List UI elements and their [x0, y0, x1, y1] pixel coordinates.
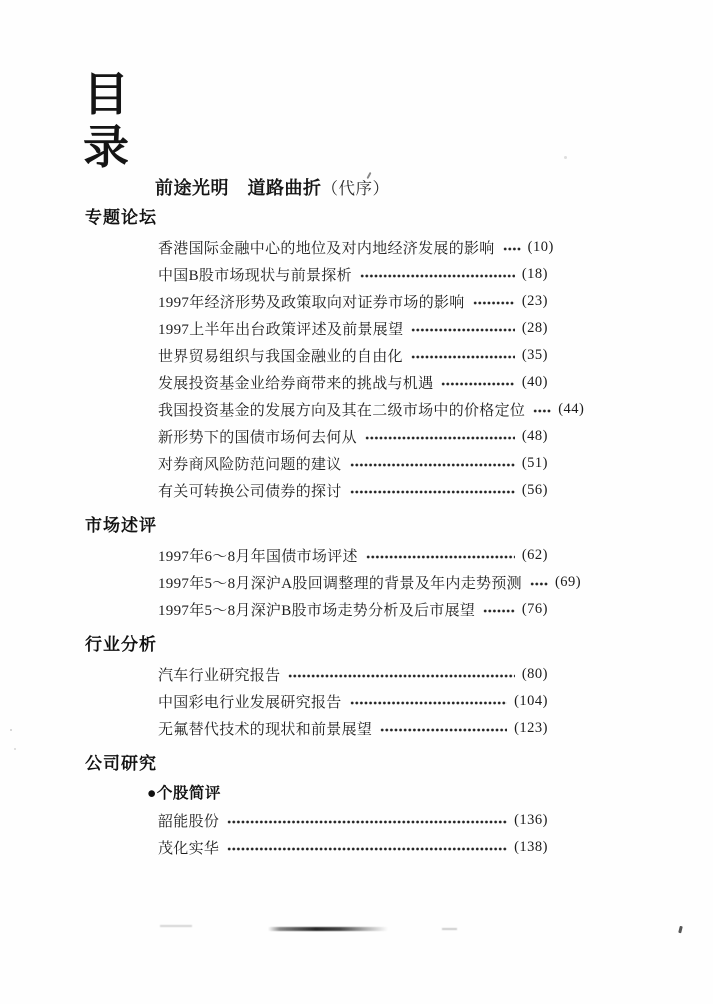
entry-page-number: (69) [554, 574, 582, 590]
entry-title: 世界贸易组织与我国金融业的自由化 [158, 349, 403, 365]
entry-page-number: (123) [514, 720, 548, 736]
entry-title: 新形势下的国债市场何去何从 [158, 430, 357, 446]
toc-entry [85, 834, 548, 861]
scan-artifact-speck [564, 156, 567, 159]
dot-leader [441, 378, 514, 390]
toc-entry [85, 450, 548, 477]
toc-entry [85, 477, 548, 504]
dot-leader [365, 432, 515, 444]
section-entries [85, 661, 548, 742]
dot-leader [533, 405, 551, 417]
toc-entry [85, 807, 548, 834]
entry-page-number: (138) [514, 839, 548, 855]
dot-leader [360, 270, 515, 282]
entry-title: 韶能股份 [158, 814, 220, 830]
section-heading: 市场述评 [85, 516, 157, 535]
toc-entry [85, 596, 548, 623]
entry-page-number: (28) [521, 320, 548, 336]
entry-title: 发展投资基金业给券商带来的挑战与机遇 [158, 376, 434, 392]
toc-entry [85, 688, 548, 715]
section-industry-analysis [85, 631, 548, 742]
entry-page-number: (23) [521, 293, 548, 309]
page-title [82, 68, 130, 174]
title-char-lu: 录 [83, 122, 129, 173]
toc-entry [85, 261, 548, 288]
scan-artifact-speck [14, 748, 16, 750]
entry-title: 对券商风险防范问题的建议 [158, 457, 342, 473]
entry-title: 茂化实华 [158, 841, 220, 857]
scan-artifact-smudge [268, 927, 388, 931]
dot-leader [530, 578, 548, 590]
section-special-topics [85, 204, 585, 504]
dot-leader [350, 459, 515, 471]
entry-page-number: (136) [514, 812, 548, 828]
entry-title: 中国B股市场现状与前景探析 [158, 268, 352, 284]
entry-page-number: (80) [521, 666, 548, 682]
dot-leader [350, 486, 515, 498]
toc-entry [85, 342, 548, 369]
bullet-subsection-heading: ●个股简评 [147, 785, 221, 802]
entry-page-number: (51) [521, 455, 548, 471]
section-heading: 行业分析 [85, 635, 157, 654]
entry-title: 中国彩电行业发展研究报告 [158, 695, 342, 711]
dot-leader [503, 243, 521, 255]
entry-title: 汽车行业研究报告 [158, 668, 281, 684]
section-heading: 专题论坛 [85, 208, 157, 227]
scan-artifact-speck [10, 729, 12, 731]
dot-leader [380, 724, 507, 736]
section-heading: 公司研究 [85, 754, 157, 773]
entry-page-number: (18) [521, 266, 548, 282]
entry-page-number: (35) [521, 347, 548, 363]
toc-entry [85, 542, 548, 569]
entry-title: 1997年5～8月深沪A股回调整理的背景及年内走势预测 [158, 576, 522, 592]
scan-artifact-tick [678, 926, 682, 933]
section-entries [85, 807, 548, 861]
section-entries [85, 234, 585, 504]
entry-title: 香港国际金融中心的地位及对内地经济发展的影响 [158, 241, 495, 257]
toc-entry [85, 661, 548, 688]
entry-page-number: (40) [521, 374, 548, 390]
scan-artifact-smudge-faint [160, 925, 192, 927]
entry-title: 无氟替代技术的现状和前景展望 [158, 722, 373, 738]
entry-title: 我国投资基金的发展方向及其在二级市场中的价格定位 [158, 403, 526, 419]
scan-artifact-smudge-faint [442, 928, 457, 930]
dot-leader [411, 324, 514, 336]
toc-entry [85, 396, 585, 423]
entry-page-number: (76) [521, 601, 548, 617]
dot-leader [227, 816, 507, 828]
entry-title: 有关可转换公司债券的探讨 [158, 484, 342, 500]
entry-title: 1997年6～8月年国债市场评述 [158, 549, 358, 565]
dot-leader [411, 351, 515, 363]
entry-page-number: (104) [514, 693, 548, 709]
entry-title: 1997年经济形势及政策取向对证券市场的影响 [158, 295, 465, 311]
dot-leader [473, 297, 515, 309]
entry-page-number: (62) [521, 547, 548, 563]
entry-title: 1997上半年出台政策评述及前景展望 [158, 322, 404, 338]
entry-page-number: (44) [558, 401, 585, 417]
preface-line [155, 174, 390, 200]
dot-leader [288, 670, 514, 682]
entry-title: 1997年5～8月深沪B股市场走势分析及后市展望 [158, 603, 476, 619]
section-market-review [85, 512, 582, 623]
dot-leader [227, 843, 507, 855]
dot-leader [366, 551, 515, 563]
dot-leader [350, 697, 507, 709]
entry-page-number: (48) [521, 428, 548, 444]
toc-entry [85, 569, 582, 596]
entry-page-number: (56) [521, 482, 548, 498]
preface-title: 前途光明 道路曲折 [155, 178, 322, 198]
title-char-mu: 目 [83, 69, 129, 120]
preface-suffix: （代序） [321, 179, 390, 198]
toc-entry [85, 288, 548, 315]
toc-entry [85, 715, 548, 742]
toc-entry [85, 369, 548, 396]
entry-page-number: (10) [527, 239, 554, 255]
toc-entry [85, 234, 554, 261]
section-company-research [85, 750, 548, 861]
section-entries [85, 542, 582, 623]
toc-entry [85, 423, 548, 450]
toc-entry [85, 315, 548, 342]
table-of-contents [85, 202, 585, 861]
dot-leader [483, 605, 515, 617]
